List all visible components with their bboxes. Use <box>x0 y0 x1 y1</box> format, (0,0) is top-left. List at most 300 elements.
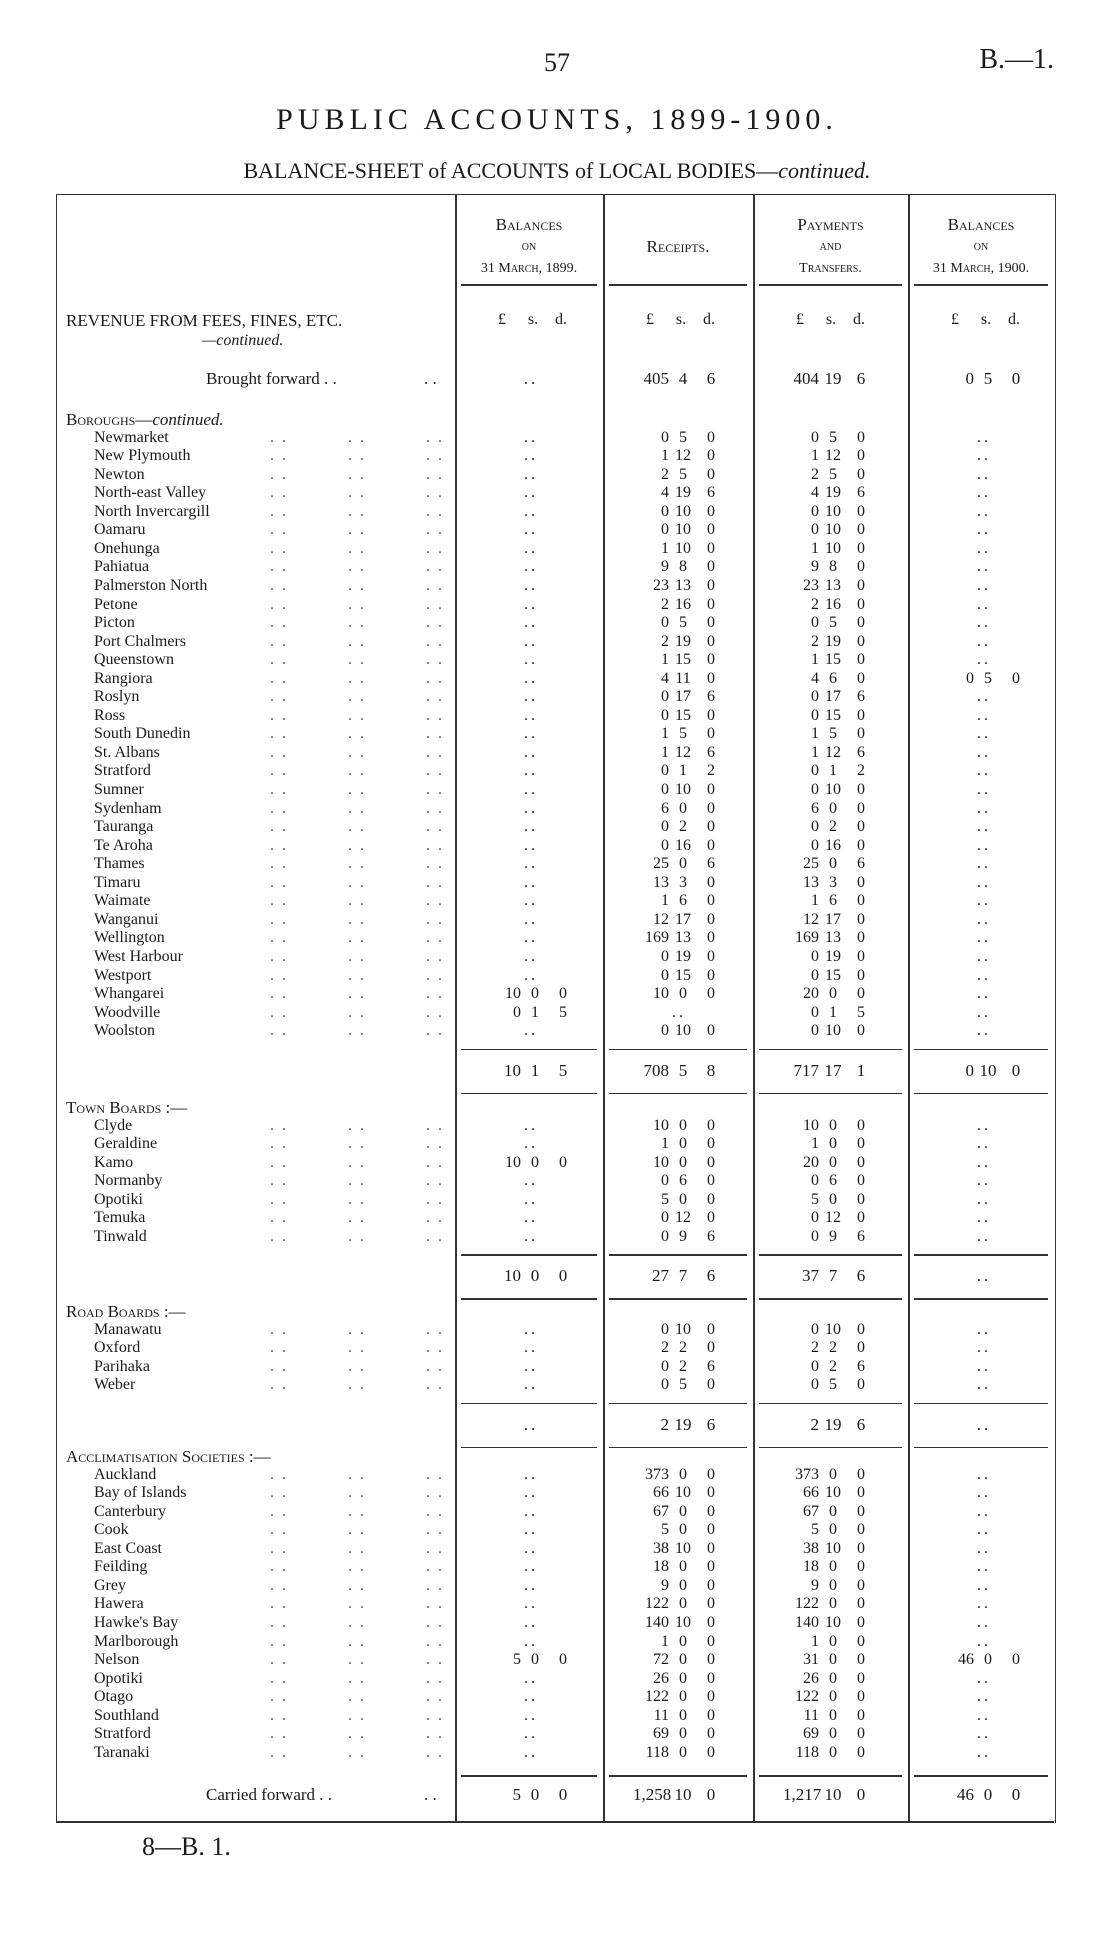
empty-placeholder: .. <box>524 818 538 836</box>
empty-placeholder: .. <box>524 1320 538 1338</box>
amount-pence: 6 <box>856 1414 866 1434</box>
amount-shillings: 13 <box>675 929 691 947</box>
amount-pounds: 1 <box>661 651 669 669</box>
amount-pounds: 0 <box>661 836 669 854</box>
amount-cell <box>938 1725 1030 1743</box>
row-name: Geraldine <box>94 1135 158 1153</box>
amount-pence: 0 <box>857 669 865 687</box>
amount-pounds: 0 <box>513 1003 521 1021</box>
empty-placeholder: .. <box>524 558 538 576</box>
row-name: Thames <box>94 855 145 873</box>
amount-shillings: 0 <box>531 985 539 1003</box>
empty-placeholder: .. <box>524 799 538 817</box>
header-rule-1 <box>461 284 597 286</box>
table-row <box>0 633 1114 652</box>
amount-pounds: 10 <box>803 1116 819 1134</box>
empty-placeholder: .. <box>977 1003 991 1021</box>
amount-cell <box>938 929 1030 947</box>
section-title <box>66 311 342 331</box>
amount-cell <box>783 837 875 855</box>
unit-header-4 <box>938 311 1028 329</box>
amount-pounds: 10 <box>504 1266 521 1286</box>
amount-pence: 0 <box>857 706 865 724</box>
amount-cell <box>485 1558 577 1576</box>
empty-placeholder: .. <box>524 1743 538 1761</box>
amount-pence: 0 <box>707 892 715 910</box>
amount-cell <box>485 1595 577 1613</box>
amount-pence: 2 <box>707 762 715 780</box>
amount-cell <box>783 651 875 669</box>
amount-shillings: 0 <box>679 1558 687 1576</box>
table-row <box>0 911 1114 930</box>
amount-shillings: 5 <box>984 669 992 687</box>
column-header-2 <box>603 236 753 258</box>
leader-dots: . . . . . . <box>270 799 444 817</box>
amount-cell <box>633 1191 725 1209</box>
amount-cell <box>938 1339 1030 1357</box>
amount-shillings: 10 <box>675 539 691 557</box>
amount-cell <box>485 1670 577 1688</box>
empty-placeholder: .. <box>524 743 538 761</box>
amount-cell <box>938 1191 1030 1209</box>
amount-placeholder: .. <box>523 1414 539 1434</box>
row-name: Nelson <box>94 1651 140 1669</box>
leader-dots: . . . . . . <box>270 743 444 761</box>
table-row <box>0 929 1114 948</box>
empty-placeholder: .. <box>524 1521 538 1539</box>
amount-pence: 0 <box>707 947 715 965</box>
amount-cell <box>938 1415 1030 1435</box>
amount-shillings: 15 <box>825 651 841 669</box>
amount-pence: 0 <box>707 1465 715 1483</box>
amount-pence: 0 <box>857 929 865 947</box>
table-row <box>0 818 1114 837</box>
amount-pounds: 405 <box>643 369 669 388</box>
amount-cell <box>783 1744 875 1762</box>
leader-dots: . . . . . . <box>270 465 444 483</box>
amount-pounds: 2 <box>811 632 819 650</box>
empty-placeholder: .. <box>977 1539 991 1557</box>
leader-dots: . . . . . . <box>270 1376 444 1394</box>
empty-placeholder: .. <box>977 1227 991 1245</box>
amount-pounds: 0 <box>965 1060 974 1080</box>
amount-cell <box>485 1172 577 1190</box>
amount-shillings: 10 <box>675 1320 691 1338</box>
amount-pounds: 0 <box>661 1209 669 1227</box>
amount-shillings: 0 <box>829 1651 837 1669</box>
amount-pence: 0 <box>857 1558 865 1576</box>
amount-shillings: 19 <box>825 484 841 502</box>
leader-dots: . . . . . . <box>270 595 444 613</box>
table-row <box>0 892 1114 911</box>
amount-pence: 0 <box>707 614 715 632</box>
leader-dots: . . . . . . <box>270 1576 444 1594</box>
amount-pounds: 5 <box>811 1190 819 1208</box>
amount-cell <box>783 1191 875 1209</box>
amount-cell <box>485 725 577 743</box>
amount-pence: 0 <box>857 873 865 891</box>
amount-pence: 0 <box>857 1135 865 1153</box>
amount-pounds: 1 <box>661 725 669 743</box>
leader-dots: . . . . . . <box>270 1743 444 1761</box>
amount-pence: 0 <box>707 1209 715 1227</box>
amount-cell <box>783 1688 875 1706</box>
total-rule-top <box>461 1254 597 1256</box>
unit-label: d. <box>853 311 865 328</box>
row-name: Auckland <box>94 1465 157 1483</box>
table-row <box>0 837 1114 856</box>
amount-pounds: 1,258 <box>633 1785 672 1804</box>
amount-cell <box>633 1785 725 1805</box>
amount-shillings: 0 <box>829 1576 837 1594</box>
row-name: Onehunga <box>94 539 160 557</box>
amount-pounds: 0 <box>811 1320 819 1338</box>
amount-pence: 5 <box>857 1003 865 1021</box>
amount-cell <box>783 1540 875 1558</box>
amount-shillings: 10 <box>825 539 841 557</box>
amount-shillings: 10 <box>825 1539 841 1557</box>
group-heading <box>66 1302 186 1322</box>
amount-cell <box>633 1061 725 1081</box>
amount-cell <box>783 1117 875 1135</box>
row-name: Sumner <box>94 781 144 798</box>
amount-pounds: 10 <box>653 1116 669 1134</box>
amount-cell <box>633 1339 725 1357</box>
amount-cell <box>633 1614 725 1632</box>
amount-cell <box>633 1466 725 1484</box>
amount-cell <box>938 1633 1030 1651</box>
amount-shillings: 5 <box>829 428 837 446</box>
row-name: Palmerston North <box>94 576 208 594</box>
amount-pounds: 122 <box>645 1688 669 1706</box>
leader-dots: . . . . . . <box>270 1209 444 1227</box>
amount-pence: 0 <box>707 873 715 891</box>
amount-shillings: 10 <box>825 781 841 798</box>
leader-dots: . . . . . . <box>270 1003 444 1021</box>
leader-dots: . . . . . . <box>270 929 444 947</box>
amount-shillings: 8 <box>829 558 837 576</box>
table-row <box>0 1725 1114 1744</box>
amount-cell <box>485 484 577 502</box>
amount-pence: 6 <box>707 743 715 761</box>
table-row <box>0 614 1114 633</box>
row-name: Woodville <box>94 1003 161 1021</box>
empty-placeholder: .. <box>977 1669 991 1687</box>
amount-pounds: 38 <box>653 1539 669 1557</box>
amount-cell <box>783 1209 875 1227</box>
group-heading <box>66 1098 187 1118</box>
amount-pounds: 38 <box>803 1539 819 1557</box>
empty-placeholder: .. <box>977 428 991 446</box>
total-rule-top <box>759 1403 902 1405</box>
amount-cell <box>633 1022 725 1040</box>
amount-cell <box>633 596 725 614</box>
amount-pence: 0 <box>857 1651 865 1669</box>
amount-pence: 6 <box>707 1227 715 1245</box>
amount-cell <box>485 929 577 947</box>
amount-shillings: 2 <box>679 818 687 836</box>
amount-pence: 0 <box>707 576 715 594</box>
amount-pence: 1 <box>856 1060 866 1080</box>
amount-shillings: 1 <box>530 1060 540 1080</box>
amount-shillings: 13 <box>825 929 841 947</box>
amount-shillings: 10 <box>824 1785 842 1804</box>
amount-pounds: 0 <box>811 818 819 836</box>
amount-cell <box>633 1577 725 1595</box>
amount-pounds: 46 <box>957 1785 974 1804</box>
amount-cell <box>633 1688 725 1706</box>
amount-pence: 0 <box>707 1632 715 1650</box>
amount-shillings: 10 <box>675 1484 691 1502</box>
amount-pounds: 5 <box>661 1521 669 1539</box>
amount-pence: 0 <box>707 651 715 669</box>
amount-shillings: 13 <box>675 576 691 594</box>
amount-pounds: 1 <box>811 539 819 557</box>
amount-cell <box>485 1521 577 1539</box>
table-row <box>0 596 1114 615</box>
empty-placeholder: .. <box>524 1022 538 1040</box>
amount-cell <box>783 369 875 389</box>
row-name: North-east Valley <box>94 484 207 502</box>
empty-placeholder: .. <box>524 966 538 984</box>
leader-dots: . . . . . . <box>270 1465 444 1483</box>
amount-shillings: 16 <box>675 595 691 613</box>
amount-pence: 0 <box>1011 1785 1021 1804</box>
empty-placeholder: .. <box>524 651 538 669</box>
unit-label: s. <box>527 311 539 328</box>
table-row <box>0 1154 1114 1173</box>
amount-pence: 6 <box>857 1227 865 1245</box>
table-row <box>0 466 1114 485</box>
amount-cell <box>783 1061 875 1081</box>
amount-pence: 0 <box>707 910 715 928</box>
amount-pounds: 0 <box>811 1003 819 1021</box>
amount-cell <box>485 744 577 762</box>
amount-shillings: 0 <box>829 1669 837 1687</box>
subtitle-continued: continued. <box>778 158 871 183</box>
amount-cell <box>633 1415 725 1435</box>
leader-dots: . . . . . . <box>270 1022 444 1040</box>
amount-pounds: 13 <box>653 873 669 891</box>
brought-forward-row <box>0 369 1114 388</box>
amount-pence: 0 <box>707 1153 715 1171</box>
row-name: Temuka <box>94 1209 146 1227</box>
amount-pence: 0 <box>707 985 715 1003</box>
amount-pence: 0 <box>559 985 567 1003</box>
amount-cell <box>485 540 577 558</box>
table-row <box>0 577 1114 596</box>
amount-cell <box>783 1376 875 1394</box>
amount-pence: 0 <box>707 1669 715 1687</box>
table-row <box>0 1228 1114 1247</box>
amount-pence: 0 <box>707 1502 715 1520</box>
column-header-line: Balances <box>947 215 1015 234</box>
row-name: Roslyn <box>94 688 140 706</box>
row-name: Oamaru <box>94 521 146 539</box>
amount-shillings: 2 <box>829 1357 837 1375</box>
amount-cell <box>485 670 577 688</box>
amount-shillings: 5 <box>829 1376 837 1394</box>
amount-placeholder: .. <box>976 1414 992 1434</box>
amount-pence: 6 <box>707 1357 715 1375</box>
amount-pounds: 1 <box>811 1135 819 1153</box>
amount-pence: 6 <box>856 1266 866 1286</box>
amount-pounds: 373 <box>795 1465 819 1483</box>
table-row <box>0 874 1114 893</box>
amount-shillings: 10 <box>675 781 691 798</box>
row-name: Westport <box>94 966 152 984</box>
group-heading <box>66 410 224 430</box>
column-header-line: Balances <box>495 215 563 234</box>
amount-cell <box>783 558 875 576</box>
empty-placeholder: .. <box>524 873 538 891</box>
amount-cell <box>485 558 577 576</box>
amount-cell <box>633 967 725 985</box>
amount-shillings: 0 <box>829 1502 837 1520</box>
amount-pounds: 169 <box>645 929 669 947</box>
amount-shillings: 10 <box>825 502 841 520</box>
total-rule-bottom <box>461 1447 597 1449</box>
amount-shillings: 6 <box>679 1172 687 1190</box>
amount-cell <box>783 1484 875 1502</box>
amount-pounds: 2 <box>660 1414 669 1434</box>
amount-shillings: 0 <box>829 1743 837 1761</box>
amount-pounds: 4 <box>661 484 669 502</box>
amount-pounds: 2 <box>810 1414 819 1434</box>
empty-placeholder: .. <box>977 836 991 854</box>
table-row <box>0 503 1114 522</box>
leader-dots: . . . . . . <box>270 1688 444 1706</box>
amount-shillings: 19 <box>675 947 691 965</box>
amount-pence: 0 <box>1011 369 1021 388</box>
empty-placeholder: .. <box>977 1376 991 1394</box>
row-name: Bay of Islands <box>94 1484 187 1502</box>
amount-pence: 0 <box>707 966 715 984</box>
amount-pence: 0 <box>707 1484 715 1502</box>
leader-dots: . . . . . . <box>270 706 444 724</box>
amount-shillings: 0 <box>530 1266 540 1286</box>
amount-cell <box>783 762 875 780</box>
leader-dots: . . . . . . <box>270 1357 444 1375</box>
row-name: Petone <box>94 595 138 613</box>
total-rule-bottom <box>609 1093 747 1095</box>
amount-cell <box>938 466 1030 484</box>
amount-cell <box>485 1022 577 1040</box>
amount-pence: 0 <box>857 1632 865 1650</box>
amount-pounds: 0 <box>661 966 669 984</box>
amount-shillings: 19 <box>825 632 841 650</box>
group-heading-text: Town Boards :— <box>66 1098 188 1117</box>
amount-pounds: 2 <box>661 465 669 483</box>
table-row <box>0 1670 1114 1689</box>
unit-label: £ <box>951 311 959 328</box>
amount-cell <box>783 670 875 688</box>
amount-cell <box>783 744 875 762</box>
amount-cell <box>633 911 725 929</box>
amount-pence: 6 <box>856 369 866 388</box>
amount-pence: 0 <box>707 1613 715 1631</box>
amount-cell <box>485 596 577 614</box>
amount-pounds: 26 <box>803 1669 819 1687</box>
empty-placeholder: .. <box>524 706 538 724</box>
row-name: Sydenham <box>94 799 162 817</box>
amount-cell <box>783 1321 875 1339</box>
amount-pence: 0 <box>1012 1651 1020 1669</box>
table-row <box>0 1614 1114 1633</box>
table-row <box>0 1117 1114 1136</box>
amount-cell <box>633 503 725 521</box>
empty-placeholder: .. <box>524 688 538 706</box>
page-number: 57 <box>544 48 570 77</box>
amount-shillings: 0 <box>679 1595 687 1613</box>
amount-cell <box>633 744 725 762</box>
amount-cell <box>783 1135 875 1153</box>
amount-pounds: 373 <box>645 1465 669 1483</box>
amount-shillings: 0 <box>531 1651 539 1669</box>
amount-shillings: 10 <box>825 1022 841 1040</box>
amount-cell <box>938 1521 1030 1539</box>
table-row <box>0 744 1114 763</box>
amount-pounds: 18 <box>653 1558 669 1576</box>
amount-pounds: 4 <box>811 669 819 687</box>
table-row <box>0 1466 1114 1485</box>
amount-pounds: 0 <box>811 762 819 780</box>
amount-pounds: 31 <box>803 1651 819 1669</box>
empty-placeholder: .. <box>977 465 991 483</box>
amount-cell <box>938 874 1030 892</box>
amount-pounds: 0 <box>661 781 669 798</box>
amount-pence: 0 <box>707 1320 715 1338</box>
amount-cell <box>633 781 725 799</box>
amount-cell <box>938 1266 1030 1286</box>
amount-cell <box>485 651 577 669</box>
amount-cell <box>938 800 1030 818</box>
amount-pounds: 25 <box>803 855 819 873</box>
amount-shillings: 16 <box>825 836 841 854</box>
amount-pounds: 1 <box>811 892 819 910</box>
amount-cell <box>633 1725 725 1743</box>
row-name: East Coast <box>94 1539 162 1557</box>
leader-dots: . . . . . . <box>270 836 444 854</box>
amount-cell <box>485 614 577 632</box>
leader-dots: . . . . . . <box>270 1116 444 1134</box>
row-name: Feilding <box>94 1558 148 1576</box>
empty-placeholder: .. <box>977 818 991 836</box>
row-name: Woolston <box>94 1022 155 1040</box>
amount-cell <box>633 1209 725 1227</box>
amount-shillings: 0 <box>679 1743 687 1761</box>
amount-pounds: 4 <box>661 669 669 687</box>
amount-pence: 0 <box>857 1116 865 1134</box>
amount-cell <box>633 369 725 389</box>
amount-pounds: 67 <box>803 1502 819 1520</box>
amount-shillings: 0 <box>679 1502 687 1520</box>
leader-dots: . . . . . . <box>270 855 444 873</box>
amount-pence: 0 <box>707 502 715 520</box>
amount-shillings: 2 <box>829 818 837 836</box>
amount-pence: 0 <box>707 465 715 483</box>
amount-pounds: 1 <box>661 447 669 465</box>
amount-pounds: 20 <box>803 985 819 1003</box>
empty-placeholder: .. <box>524 910 538 928</box>
amount-shillings: 5 <box>678 1060 688 1080</box>
amount-pounds: 1 <box>811 651 819 669</box>
amount-shillings: 9 <box>829 1227 837 1245</box>
amount-pence: 0 <box>707 706 715 724</box>
amount-cell <box>783 800 875 818</box>
amount-cell <box>938 1321 1030 1339</box>
total-rule-top <box>609 1403 747 1405</box>
